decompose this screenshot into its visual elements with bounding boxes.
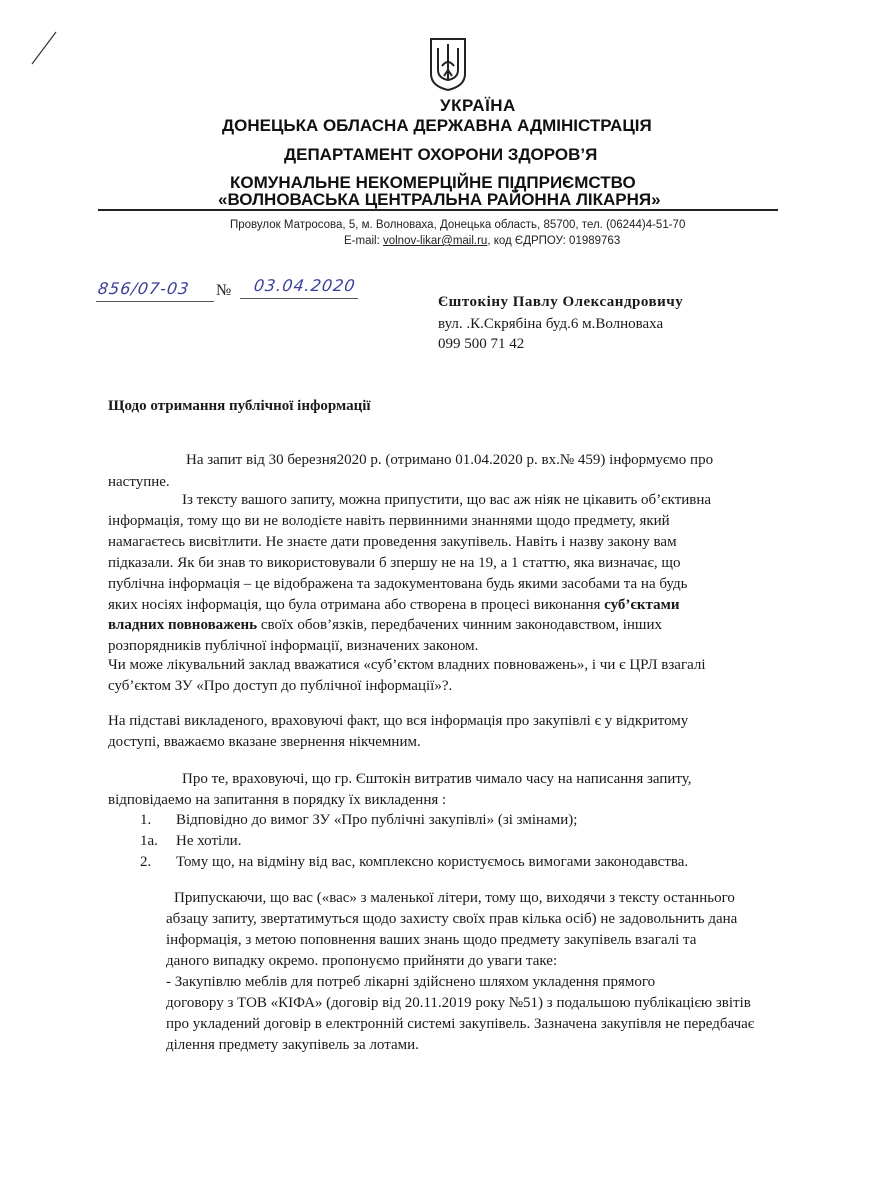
header-country: УКРАЇНА xyxy=(440,96,516,115)
registration-number: 856/07-03 xyxy=(96,279,191,298)
header-contacts xyxy=(344,235,620,247)
list-item: Відповідно до вимог ЗУ «Про публічні закупівлі» (зі змінами); xyxy=(176,812,578,828)
email-label: E-mail: xyxy=(344,235,383,247)
header-address: Провулок Матросова, 5, м. Волноваха, Донецька область, 85700, тел. (06244)4-51-70 xyxy=(230,219,686,231)
email-link[interactable]: volnov-likar@mail.ru xyxy=(382,235,488,247)
body-line: Про те, враховуючі, що гр. Єштокін витратив чимало часу на написання запиту, xyxy=(182,771,692,787)
body-line: інформація, з метою поповнення ваших знань щодо предмету закупівель взагалі та xyxy=(166,932,697,948)
list-item-number: 2. xyxy=(140,854,152,870)
body-line xyxy=(108,597,679,614)
recipient-phone: 099 500 71 42 xyxy=(438,336,525,352)
header-health-department: ДЕПАРТАМЕНТ ОХОРОНИ ЗДОРОВ’Я xyxy=(284,145,598,164)
header-oda: ДОНЕЦЬКА ОБЛАСНА ДЕРЖАВНА АДМІНІСТРАЦІЯ xyxy=(222,116,652,135)
body-line: інформація, тому що ви не володієте навіть первинними знаннями щодо предмету, який xyxy=(108,513,670,529)
body-line: ділення предмету закупівель за лотами. xyxy=(166,1037,419,1053)
body-line-text: яких носіях інформація, що була отримана або створена в процесі виконання xyxy=(108,597,605,613)
body-line: суб’єктом ЗУ «Про доступ до публічної інформації»?. xyxy=(108,678,453,694)
registration-date: 03.04.2020 xyxy=(252,276,357,295)
list-item: Не хотіли. xyxy=(176,833,242,849)
body-line: Із тексту вашого запиту, можна припустити, що вас аж ніяк не цікавить об’єктивна xyxy=(182,492,712,508)
header-divider xyxy=(98,209,778,211)
body-line-bold: суб’єктами xyxy=(604,597,680,613)
body-line-text: своїх обов’язків, передбачених чинним законодавством, інших xyxy=(257,617,662,633)
body-line: Чи може лікувальний заклад вважатися «суб’єктом владних повноважень», і чи є ЦРЛ взагалі xyxy=(108,657,706,673)
header-hospital-name: «ВОЛНОВАСЬКА ЦЕНТРАЛЬНА РАЙОННА ЛІКАРНЯ» xyxy=(218,190,661,209)
body-line: договору з ТОВ «КІФА» (договір від 20.11.2019 року №51) з подальшою публікацією звітів xyxy=(166,995,751,1011)
body-line: наступне. xyxy=(108,474,170,490)
registration-number-underline xyxy=(96,301,214,302)
header-enterprise-type: КОМУНАЛЬНЕ НЕКОМЕРЦІЙНЕ ПІДПРИЄМСТВО xyxy=(230,173,636,192)
recipient-address: вул. .К.Скрябіна буд.6 м.Волноваха xyxy=(438,316,664,332)
body-line: На запит від 30 березня2020 р. (отримано 01.04.2020 р. вх.№ 459) інформуємо про xyxy=(186,452,714,468)
body-line: Припускаючи, що вас («вас» з маленької літери, тому що, виходячи з тексту останнього xyxy=(174,890,735,906)
list-item-number: 1а. xyxy=(140,833,158,849)
registration-no-sign: № xyxy=(216,282,232,299)
body-line: - Закупівлю меблів для потреб лікарні здійснено шляхом укладення прямого xyxy=(166,974,656,990)
body-line-bold: владних повноважень xyxy=(108,617,258,633)
body-line xyxy=(108,617,662,634)
letter-subject: Щодо отримання публічної інформації xyxy=(108,398,371,414)
body-line: доступі, вважаємо вказане звернення нікчемним. xyxy=(108,734,421,750)
registration-date-underline xyxy=(240,298,358,299)
trident-coat-of-arms-icon xyxy=(428,36,468,92)
body-line: про укладений договір в електронній системі закупівель. Зазначена закупівля не передбачає xyxy=(166,1016,755,1032)
recipient-name: Єштокіну Павлу Олександровичу xyxy=(438,294,684,310)
body-line: даного випадку окремо. пропонуємо прийняти до уваги таке: xyxy=(166,953,558,969)
body-line: намагаєтесь висвітлити. Не знаєте дати проведення закупівель. Навіть і назву закону вам xyxy=(108,534,677,550)
list-item-number: 1. xyxy=(140,812,152,828)
edrpou-code: , код ЄДРПОУ: 01989763 xyxy=(487,235,621,247)
body-line: розпорядників публічної інформації, визначених законом. xyxy=(108,638,479,654)
list-item: Тому що, на відміну від вас, комплексно користуємось вимогами законодавства. xyxy=(176,854,689,870)
pen-stroke-mark xyxy=(30,30,60,66)
body-line: На підставі викладеного, враховуючі факт, що вся інформація про закупівлі є у відкритому xyxy=(108,713,689,729)
body-line: підказали. Як би знав то використовували б зпершу не на 19, а 1 статтю, яка визначає, що xyxy=(108,555,681,571)
body-line: абзацу запиту, звертатимуться щодо захисту своїх прав кілька осіб) не задовольнить дана xyxy=(166,911,738,927)
body-line: публічна інформація – це відображена та задокументована будь якими засобами та на будь xyxy=(108,576,688,592)
body-line: відповідаемо на запитання в порядку їх викладення : xyxy=(108,792,447,808)
